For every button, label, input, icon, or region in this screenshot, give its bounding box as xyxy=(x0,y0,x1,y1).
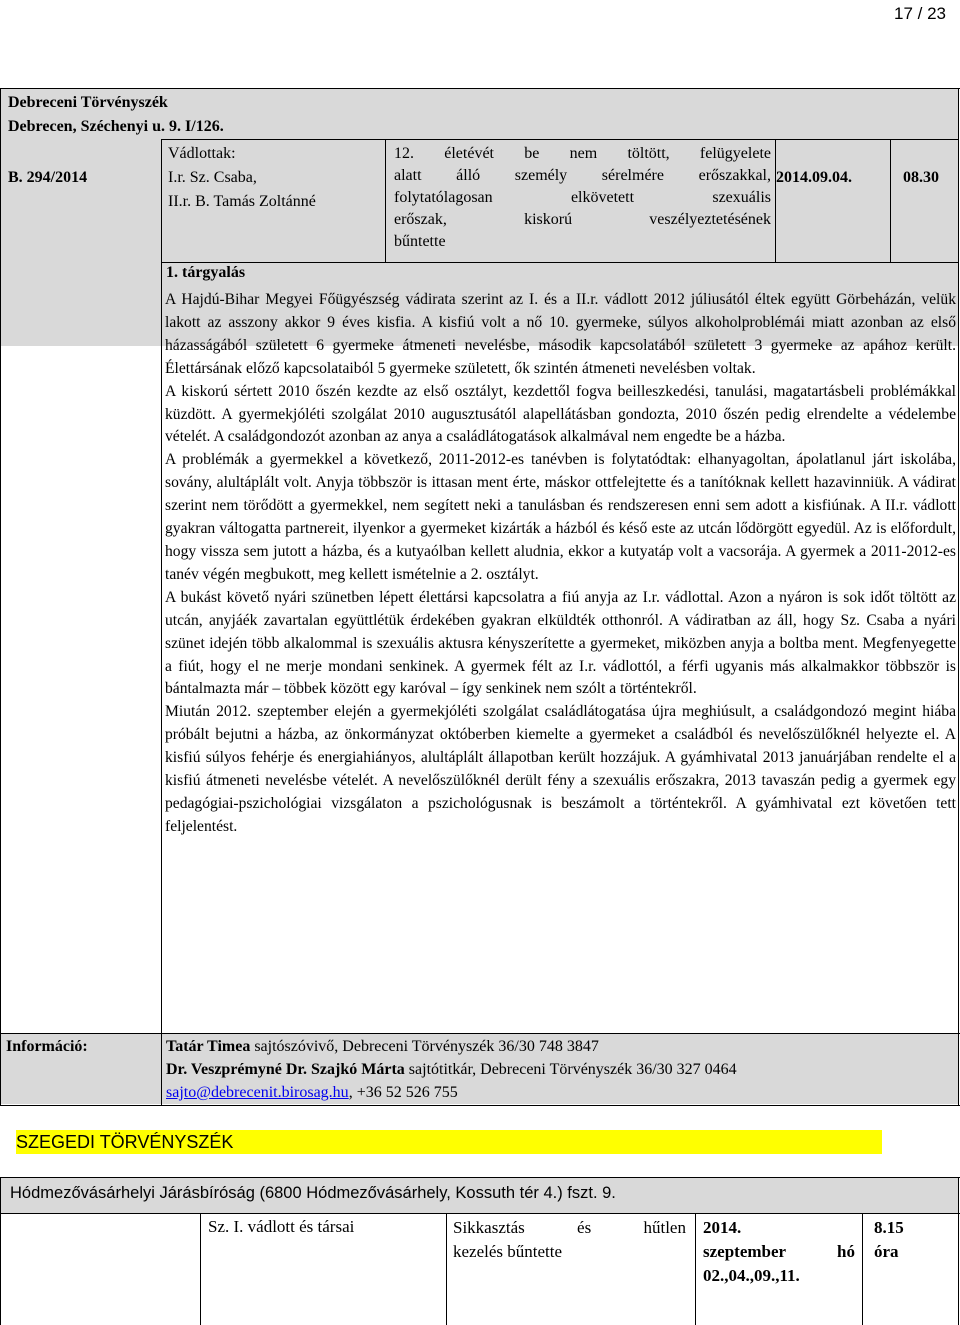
contact-1 xyxy=(166,1036,599,1058)
charge-line: folytatólagosan elkövetett szexuális xyxy=(394,189,771,206)
contact-1-details: sajtószóvivő, Debreceni Törvényszék 36/30 748 3847 xyxy=(250,1038,599,1055)
court-name: Debreceni Törvényszék xyxy=(8,94,168,111)
case-number: B. 294/2014 xyxy=(8,169,88,186)
szeged-charge xyxy=(453,1216,686,1264)
contact-1-name: Tatár Timea xyxy=(166,1038,251,1055)
summary-paragraph: A bukást követő nyári szünetben lépett élettársi kapcsolatra a fiú anyja az I.r. vádlottal. Azon a nyáron is sok időt töltött az utcán, anyjáék zavartalan együttlétük érdekében gyakran elküldték otthonról. A vádiratban az áll, hogy Sz. Csaba a nyári szünet idején több alkalommal is szexuális aktusra kényszerítette a gyermeket, miközben anyja a boltba ment. Megfenyegette a fiút, hogy el ne merje mondani senkinek. A gyermek félt az I.r. vádlottól, a férfi ugyanis más alkalmakkor többször is bántalmazta már – többek között egy karóval – így senkinek nem szólt a történtekről. xyxy=(165,588,956,698)
charge-line: alatt álló személy sérelmére erőszakkal, xyxy=(394,167,771,184)
charge-line: bűntette xyxy=(394,233,446,250)
time-unit: óra xyxy=(874,1242,899,1261)
date-month: szeptember xyxy=(703,1242,787,1261)
hearing-time: 08.30 xyxy=(903,169,939,186)
charge-line: 12. életévét be nem töltött, felügyelete xyxy=(394,145,771,162)
szeged-court-line: Hódmezővásárhelyi Járásbíróság (6800 Hódmezővásárhely, Kossuth tér 4.) fszt. 9. xyxy=(10,1184,616,1202)
date-days: 02.,04.,09.,11. xyxy=(703,1266,800,1285)
szeged-date xyxy=(703,1216,855,1288)
case-summary xyxy=(165,289,956,839)
phone-number: , +36 52 526 755 xyxy=(348,1084,458,1101)
charge-word: és xyxy=(577,1218,592,1237)
summary-paragraph: A kiskorú sértett 2010 őszén kezdte az első osztályt, kezdettől fogva beilleszkedési, tanulási, magatartásbeli problémákkal küzdött. A gyermekjóléti szolgálat 2010 augusztusától alapellátásban gondozta, 2010 őszén pedig elrendelte a védelembe vételét. A családgondozót azonban az anya a családlátogatások alkalmával nem engedte be a házba. xyxy=(165,382,956,446)
summary-paragraph: A Hajdú-Bihar Megyei Főügyészség vádirata szerint az I. és a II.r. vádlott 2012 júliusától éltek együtt Görbeházán, velük lakott az asszony akkor 9 éves kisfia. A kisfiú volt a nő 10. gyermeke, súlyos alkoholproblémái miatt azonban az első házasságából született 6 gyermeke átmeneti nevelésbe, második kapcsolatából született 3 gyermeke az apához került. Élettársának előző kapcsolataiból 5 gyermeke született, ők szintén átmeneti nevelésben voltak. xyxy=(165,291,956,377)
time-value: 8.15 xyxy=(874,1218,904,1237)
szeged-heading xyxy=(16,1130,882,1154)
hearing-type: 1. tárgyalás xyxy=(166,264,246,281)
contact-2 xyxy=(166,1059,737,1081)
contact-email-row xyxy=(166,1082,458,1104)
szeged-time xyxy=(874,1216,904,1264)
charge-line: erőszak, kiskorú veszélyeztetésének xyxy=(394,211,771,228)
contact-2-name: Dr. Veszprémyné Dr. Szajkó Márta xyxy=(166,1061,405,1078)
hearing-date: 2014.09.04. xyxy=(776,169,852,186)
szeged-heading-text: SZEGEDI TÖRVÉNYSZÉK xyxy=(16,1132,234,1152)
date-line-1: 2014. xyxy=(703,1218,742,1237)
summary-paragraph: Miután 2012. szeptember elején a gyermekjóléti szolgálat családlátogatása újra meghiúsult, a családgondozó megint hiába próbált bejutni a házba, az önkormányzat októberben kiemelte a gyermeket a családból és nevelőszülőknél helyezte el. A kisfiú súlyos fehérje és energiahiányos, alultáplált állapotban került hozzájuk. A gyámhivatal 2013 januárjában rendelte el a kisfiú átmeneti nevelésbe vételét. A nevelőszülőknél derült fény a szexuális erőszakra, 2013 tavaszán pedig a gyermek egy pedagógiai-pszichológiai vizsgálaton a pszichológusnak is beszámolt a történtekről. A gyámhivatal ezt követően tett feljelentést. xyxy=(165,703,956,835)
defendants-label: Vádlottak: xyxy=(168,145,236,162)
charge-line-2: kezelés bűntette xyxy=(453,1242,563,1261)
summary-paragraph: A problémák a gyermekkel a következő, 2011-2012-es tanévben is folytatódtak: elhanyagoltan, ápolatlanul járt iskolába, sovány, alultáplált volt. Anyja többször is ittasan ment érte, máskor ottfelejtette és a tanítóknak kellett hazavinniük. A vádirat szerint nem törődött a gyermekkel, nem segített neki a tanulásban és rendszeresen enni sem adott a kisfiúnak. A II.r. vádlott gyakran váltogatta partnereit, ilyenkor a gyermeket kizárták a házból és késő este az utcán lődörgött egyedül. Az is előfordult, hogy vissza sem jutott a házba, és a kutyaólban kellett aludnia, ekkor a kutyatáp volt a vacsorája. A gyermek a 2011-2012-es tanév végén megbukott, meg kellett ismételnie a 2. osztályt. xyxy=(165,451,956,583)
szeged-defendant: Sz. I. vádlott és társai xyxy=(208,1217,355,1236)
contact-2-details: sajtótitkár, Debreceni Törvényszék 36/30 327 0464 xyxy=(404,1061,737,1078)
charge-word: Sikkasztás xyxy=(453,1218,525,1237)
charge-word: hűtlen xyxy=(643,1218,686,1237)
court-address: Debrecen, Széchenyi u. 9. I/126. xyxy=(8,118,224,135)
defendant-2: II.r. B. Tamás Zoltánné xyxy=(168,193,316,210)
page-number: 17 / 23 xyxy=(894,4,946,23)
charge-cell xyxy=(394,143,771,253)
date-ho: hó xyxy=(837,1242,855,1261)
defendant-1: I.r. Sz. Csaba, xyxy=(168,169,257,186)
email-link[interactable]: sajto@debrecenit.birosag.hu xyxy=(166,1084,349,1101)
info-label: Információ: xyxy=(6,1038,88,1055)
